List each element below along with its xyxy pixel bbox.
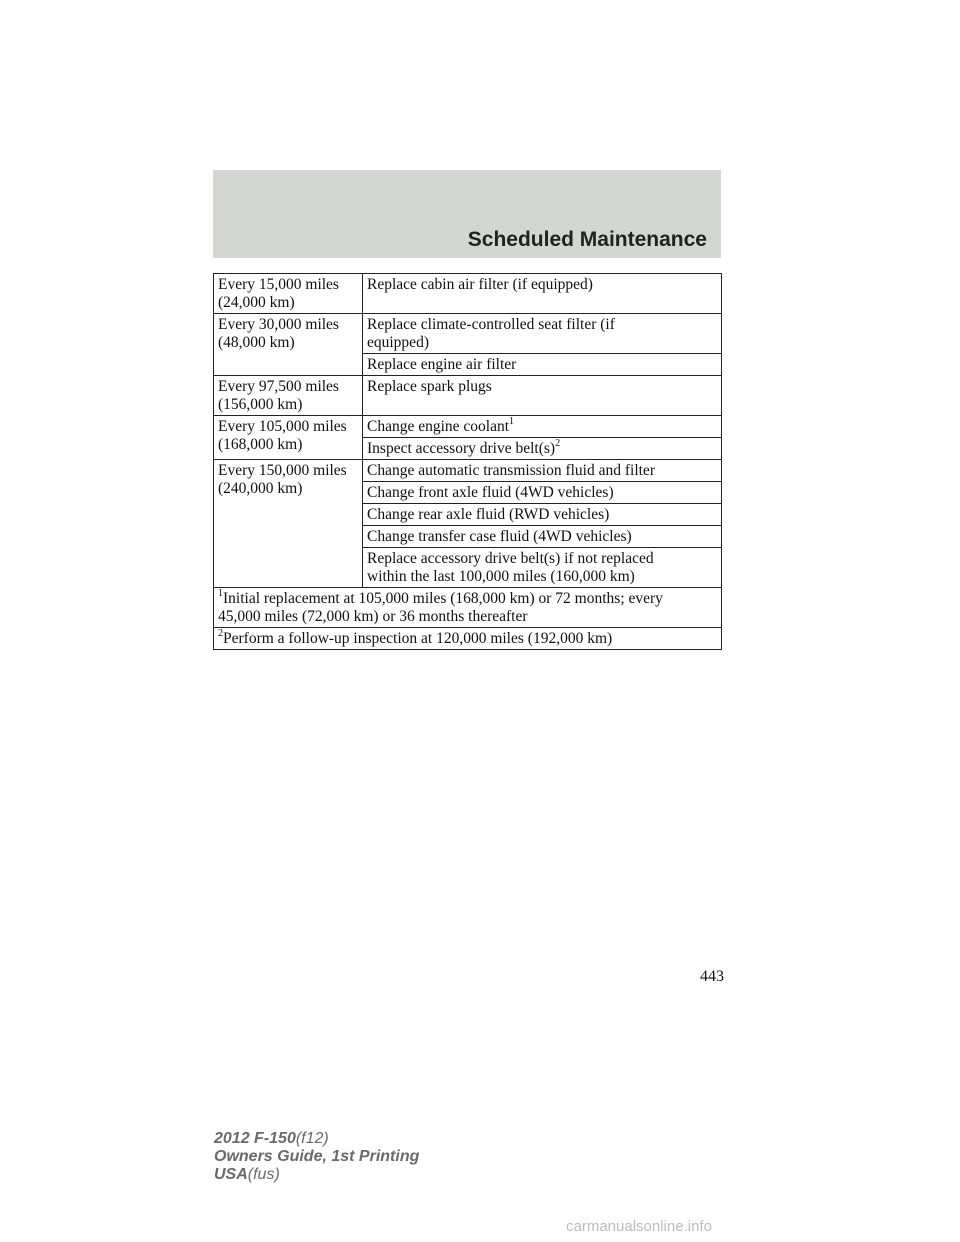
footnote-cell: $^2$Perform a follow-up inspection at 120,000 miles (192,000 km) — [214, 628, 722, 650]
print-footer — [214, 1130, 419, 1184]
section-header-bar — [213, 170, 721, 258]
table-row — [214, 628, 722, 650]
interval-cell: Every 150,000 miles (240,000 km) — [214, 460, 363, 588]
service-cell: Change transfer case fluid (4WD vehicles) — [363, 526, 722, 548]
service-cell: Inspect accessory drive $belt(s)^2$ — [363, 438, 722, 460]
service-cell: Change front axle fluid (4WD vehicles) — [363, 482, 722, 504]
footer-region-line: USA(fus) — [214, 1166, 280, 1183]
maintenance-schedule-table — [213, 273, 722, 650]
table-row — [214, 588, 722, 628]
service-cell: Replace spark plugs — [363, 376, 722, 416]
interval-cell: Every 105,000 miles (168,000 km) — [214, 416, 363, 460]
service-cell: Replace accessory drive belt(s) if not replaced within the last 100,000 miles (160,000 km) — [363, 548, 722, 588]
service-cell: Change rear axle fluid (RWD vehicles) — [363, 504, 722, 526]
service-cell: Replace climate-controlled seat filter (if equipped) — [363, 314, 722, 354]
table-row — [214, 274, 722, 314]
footnote-cell: $^1$Initial replacement at 105,000 miles (168,000 km) or 72 months; every 45,000 miles (72,000 km) or 36 months thereafter — [214, 588, 722, 628]
footnote-marker: 1 — [218, 587, 223, 599]
interval-cell: Every 30,000 miles (48,000 km) — [214, 314, 363, 376]
service-cell: Replace engine air filter — [363, 354, 722, 376]
section-title: Scheduled Maintenance — [467, 228, 707, 251]
footer-model-line: 2012 F-150(f12) — [214, 1130, 329, 1147]
footer-printing-line: Owners Guide, 1st Printing — [214, 1148, 420, 1165]
table-row — [214, 314, 722, 354]
table-row — [214, 460, 722, 482]
interval-cell: Every 15,000 miles (24,000 km) — [214, 274, 363, 314]
footnote-ref: 2 — [555, 437, 561, 449]
table-row — [214, 416, 722, 438]
service-cell: Change automatic transmission fluid and filter — [363, 460, 722, 482]
interval-cell: Every 97,500 miles (156,000 km) — [214, 376, 363, 416]
table-row — [214, 376, 722, 416]
footnote-marker: 2 — [218, 627, 223, 639]
footnote-ref: 1 — [509, 415, 515, 427]
service-cell: Change engine coolant$^1$ — [363, 416, 722, 438]
site-watermark: carmanualsonline.info — [566, 1218, 712, 1235]
service-cell: Replace cabin air filter (if equipped) — [363, 274, 722, 314]
page-number: 443 — [700, 968, 724, 985]
